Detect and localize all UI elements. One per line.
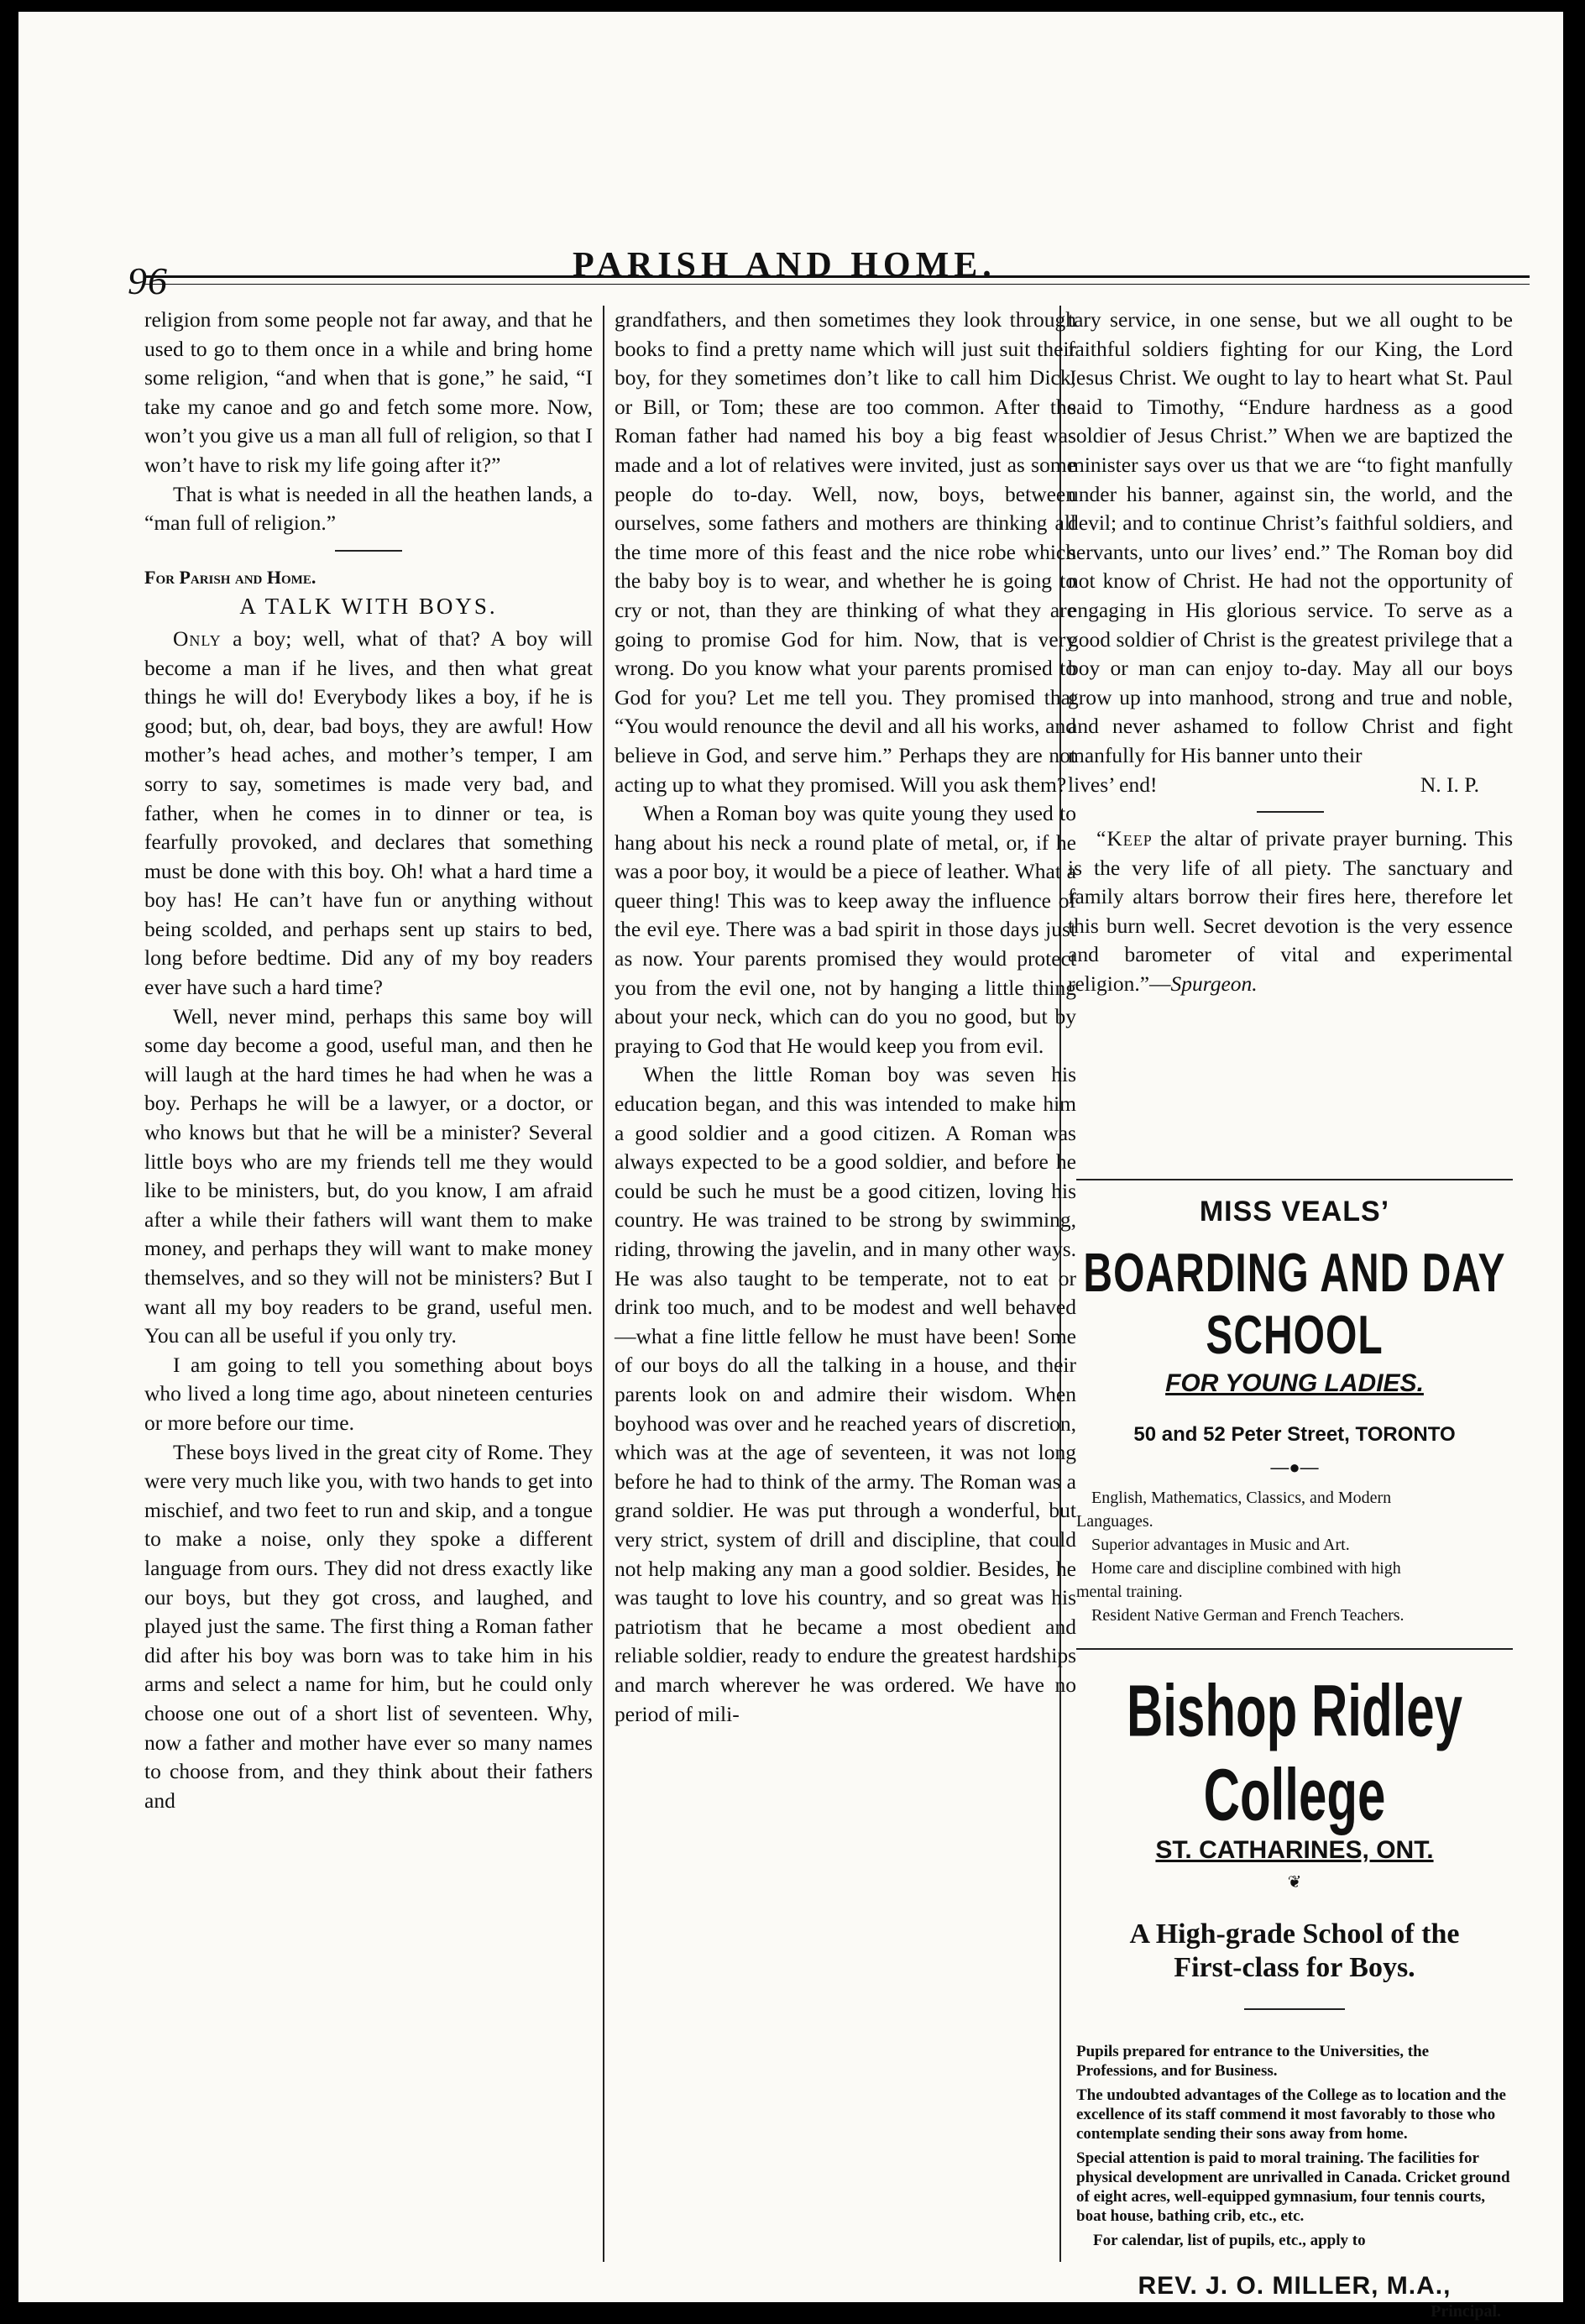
- paragraph: I am going to tell you something about boys who lived a long time ago, about nineteen centuries or more before our time.: [144, 1352, 593, 1435]
- newspaper-page: [18, 12, 1563, 2321]
- paper-title: PARISH AND HOME.: [573, 246, 997, 285]
- page-header: [102, 188, 1530, 302]
- separator-rule: [1257, 811, 1324, 813]
- signature-line: [1068, 771, 1513, 800]
- ad-line: mental training.: [1076, 1583, 1183, 1601]
- header-rule: [144, 275, 1530, 278]
- paragraph: When a Roman boy was quite young they used to hang about his neck a round plate of metal, or, if he was a poor boy, it would be a piece of leather. What a queer thing! This was to keep away the influence of the evil eye. There was a bad spirit in those days just as now. Your parents promised they would protect you from the evil one, not by hanging a little thing about your neck, which can do you no good, but by praying to God that He would keep you from evil.: [615, 801, 1076, 1058]
- paragraph: grandfathers, and then sometimes they look through books to find a pretty name which will just suit their boy, for they sometimes don’t like to call him Dick, or Bill, or Tom; these are too common. After the Roman father had named his boy a big feast was made and a lot of relatives were invited, just as some people do to-day. Well, now, boys, between ourselves, some fathers and mothers are thinking all the time more of this feast and the nice robe which the baby boy is to wear, and whether he is going to cry or not, than they are thinking of what they are going to promise God for him. Now, that is very wrong. Do you know what your parents promised to God for you? Let me tell you. They promised that “You would renounce the devil and all his works, and believe in God, and serve him.” Perhaps they are not acting up to what they promised. Will you ask them?: [615, 307, 1076, 797]
- column-2: [615, 306, 1076, 2262]
- ad-ridley-tagline: [1076, 1918, 1513, 2018]
- paragraph: When the little Roman boy was seven his education began, and this was intended to make him a good soldier and a good citizen. A Roman was always expected to be a good soldier, and before he could be such he must be a good citizen, loving his country. He was trained to be strong by swimming, riding, throwing the javelin, and in many other ways. He was also taught to be temperate, not to eat or drink too much, and to be modest and well behaved—what a fine little fellow he must have been! Some of our boys do all the talking in a house, and their parents look on and admire their wisdom. When boyhood was over and he reached years of discretion, which was at the age of seventeen, it was not long before he had to think of the army. The Roman was a grand soldier. He was put through a wonderful, but very strict, system of drill and discipline, that could not help making any man a good soldier. Besides, he was taught to love his country, and so great was his patriotism that he became a most obedient and reliable soldier, ready to endure the greatest hardships and march wherever he was ordered. We have no period of mili-: [615, 1062, 1076, 1726]
- paragraph: Well, never mind, perhaps this same boy will some day become a good, useful man, and then he will laugh at the hard times he had when he was a boy. Perhaps he will be a lawyer, or a doctor, or who knows but that he will be a minister? Several little boys who are my friends tell me they would like to be ministers, but, do you know, I am afraid after a while their fathers will want them to make money, and perhaps they will want to make money themselves, and so they will not be ministers? But I want all my boy readers to be grand, useful men. You can all be useful if you only try.: [144, 1003, 593, 1348]
- header-rule-thin: [144, 284, 1530, 285]
- ad-line: Superior advantages in Music and Art.: [1091, 1536, 1350, 1554]
- column-divider-1: [603, 306, 604, 2262]
- ad-ridley-location: ST. CATHARINES, ONT.: [1155, 1836, 1434, 1864]
- ad-line: Pupils prepared for entrance to the Universities, the Professions, and for Business.: [1076, 2043, 1430, 2080]
- paragraph-text: a boy; well, what of that? A boy will become a man if he lives, and then what great things he will do! Everybody likes a boy, if he is good; but, oh, dear, bad boys, they are awful! How mother’s head aches, and mother’s temper, I am sorry to say, sometimes is made very bad, and father, when he comes in to dinner or tea, is fearfully provoked, and declares that something must be done with this boy. Oh! what a hard time a boy has! He can’t have fun or anything without being scolded, and perhaps sent up stairs to bed, long before bedtime. Did any of my boy readers ever have such a hard time?: [144, 625, 593, 1000]
- ad-ridley-contact: REV. J. O. MILLER, M.A.,: [1138, 2272, 1452, 2300]
- ad-bishop-ridley: [1076, 1670, 1513, 2321]
- ad-veals-for: FOR YOUNG LADIES.: [1165, 1369, 1424, 1397]
- quote-author: Spurgeon.: [1170, 971, 1258, 997]
- lead-smallcaps: Only: [173, 625, 222, 651]
- advertisements: [1076, 1179, 1513, 2321]
- ad-line: English, Mathematics, Classics, and Modern: [1091, 1489, 1392, 1507]
- fleuron-icon: ❦: [1287, 1873, 1302, 1892]
- ad-ridley-name: Bishop Ridley College: [1126, 1670, 1463, 1836]
- ad-line: The undoubted advantages of the College as to location and the excellence of its staff commend it most favorably to those who contemplate sending their sons away from home.: [1076, 2086, 1506, 2143]
- ornament-icon: —●—: [1270, 1457, 1319, 1478]
- ad-line: Resident Native German and French Teachers.: [1091, 1606, 1405, 1625]
- section-title: A TALK WITH BOYS.: [239, 594, 498, 620]
- ad-line: Home care and discipline combined with high: [1091, 1559, 1401, 1578]
- ad-ridley-details: [1076, 2042, 1513, 2250]
- ad-line: For calendar, list of pupils, etc., apply to: [1093, 2232, 1366, 2249]
- separator-rule: [335, 550, 402, 552]
- ad-ridley-tagline-1: A High-grade School of the: [1129, 1918, 1460, 1950]
- tagline-underline: [1244, 2005, 1345, 2010]
- quote-text: the altar of private prayer burning. This is the very life of all piety. The sanctuary and family altars borrow their fires here, therefore let this burn well. Secret devotion is the very essence and barometer of vital and experimental religion.”—: [1068, 826, 1513, 997]
- paragraph: That is what is needed in all the heathen lands, a “man full of religion.”: [144, 481, 593, 536]
- paragraph: These boys lived in the great city of Rome. They were very much like you, with two hands to get into mischief, and two feet to run and skip, and a tongue to make a noise, only they spoke a different language from ours. They did not dress exactly like our boys, but they got cross, and laughed, and played just the same. The first thing a Roman father did after his boy was born was to take him in his arms and select a name for him, but he could only choose one out of a short list of seventeen. Why, now a father and mother have ever so many names to choose from, and they think about their fathers and: [144, 1439, 593, 1813]
- ad-veals-name: MISS VEALS’: [1199, 1196, 1390, 1227]
- paragraph: tary service, in one sense, but we all ought to be faithful soldiers fighting for our King, the Lord Jesus Christ. We ought to lay to heart what St. Paul said to Timothy, “Endure hardness as a good soldier of Jesus Christ.” When we are baptized the minister says over us that we are “to fight manfully under his banner, against sin, the world, and the devil; and to continue Christ’s faithful soldiers, and servants, unto our lives’ end.” The Roman boy did not know of Christ. He had not the opportunity of engaging in His glorious service. To serve as a good soldier of Christ is the greatest privilege that a boy or man can enjoy to-day. May all our boys grow up into manhood, strong and true and noble, and never ashamed to follow Christ and fight manfully for His banner unto their: [1068, 307, 1513, 767]
- page-frame: [102, 62, 1530, 2321]
- signature: N. I. P.: [1420, 772, 1479, 797]
- ad-line: Languages.: [1076, 1512, 1153, 1531]
- ad-veals-address: 50 and 52 Peter Street, TORONTO: [1133, 1423, 1456, 1446]
- ad-veals-school: BOARDING AND DAY SCHOOL: [1083, 1243, 1506, 1366]
- ad-ridley-contact-title: Principal.: [1431, 2302, 1501, 2321]
- paragraph: religion from some people not far away, and that he used to go to them once in a while and bring home some religion, “and when that is gone,” he said, “I take my canoe and go and fetch some more. Now, won’t you give us a man all full of religion, so that I won’t have to risk my life going after it?”: [144, 307, 593, 477]
- ad-rule: [1076, 1648, 1513, 1650]
- ad-ridley-tagline-2: First-class for Boys.: [1174, 1952, 1415, 1983]
- ad-veals-details: [1076, 1487, 1513, 1626]
- column-3: [1068, 306, 1513, 1196]
- ad-line: Special attention is paid to moral training. The facilities for physical development are unrivalled in Canada. Cricket ground of eight acres, well-equipped gymnasium, four tennis courts, boat house, bathing crib, etc., etc.: [1076, 2149, 1510, 2225]
- ad-rule: [1076, 1179, 1513, 1180]
- quote-lead: “Keep: [1096, 826, 1153, 851]
- column-1: [144, 306, 593, 2262]
- quote-paragraph: [1068, 824, 1513, 999]
- paragraph: [144, 625, 593, 1002]
- ad-miss-veals: [1076, 1196, 1513, 1626]
- page-number: 96: [128, 259, 168, 302]
- paragraph-end: lives’ end!: [1068, 772, 1158, 797]
- section-byline: For Parish and Home.: [144, 566, 316, 588]
